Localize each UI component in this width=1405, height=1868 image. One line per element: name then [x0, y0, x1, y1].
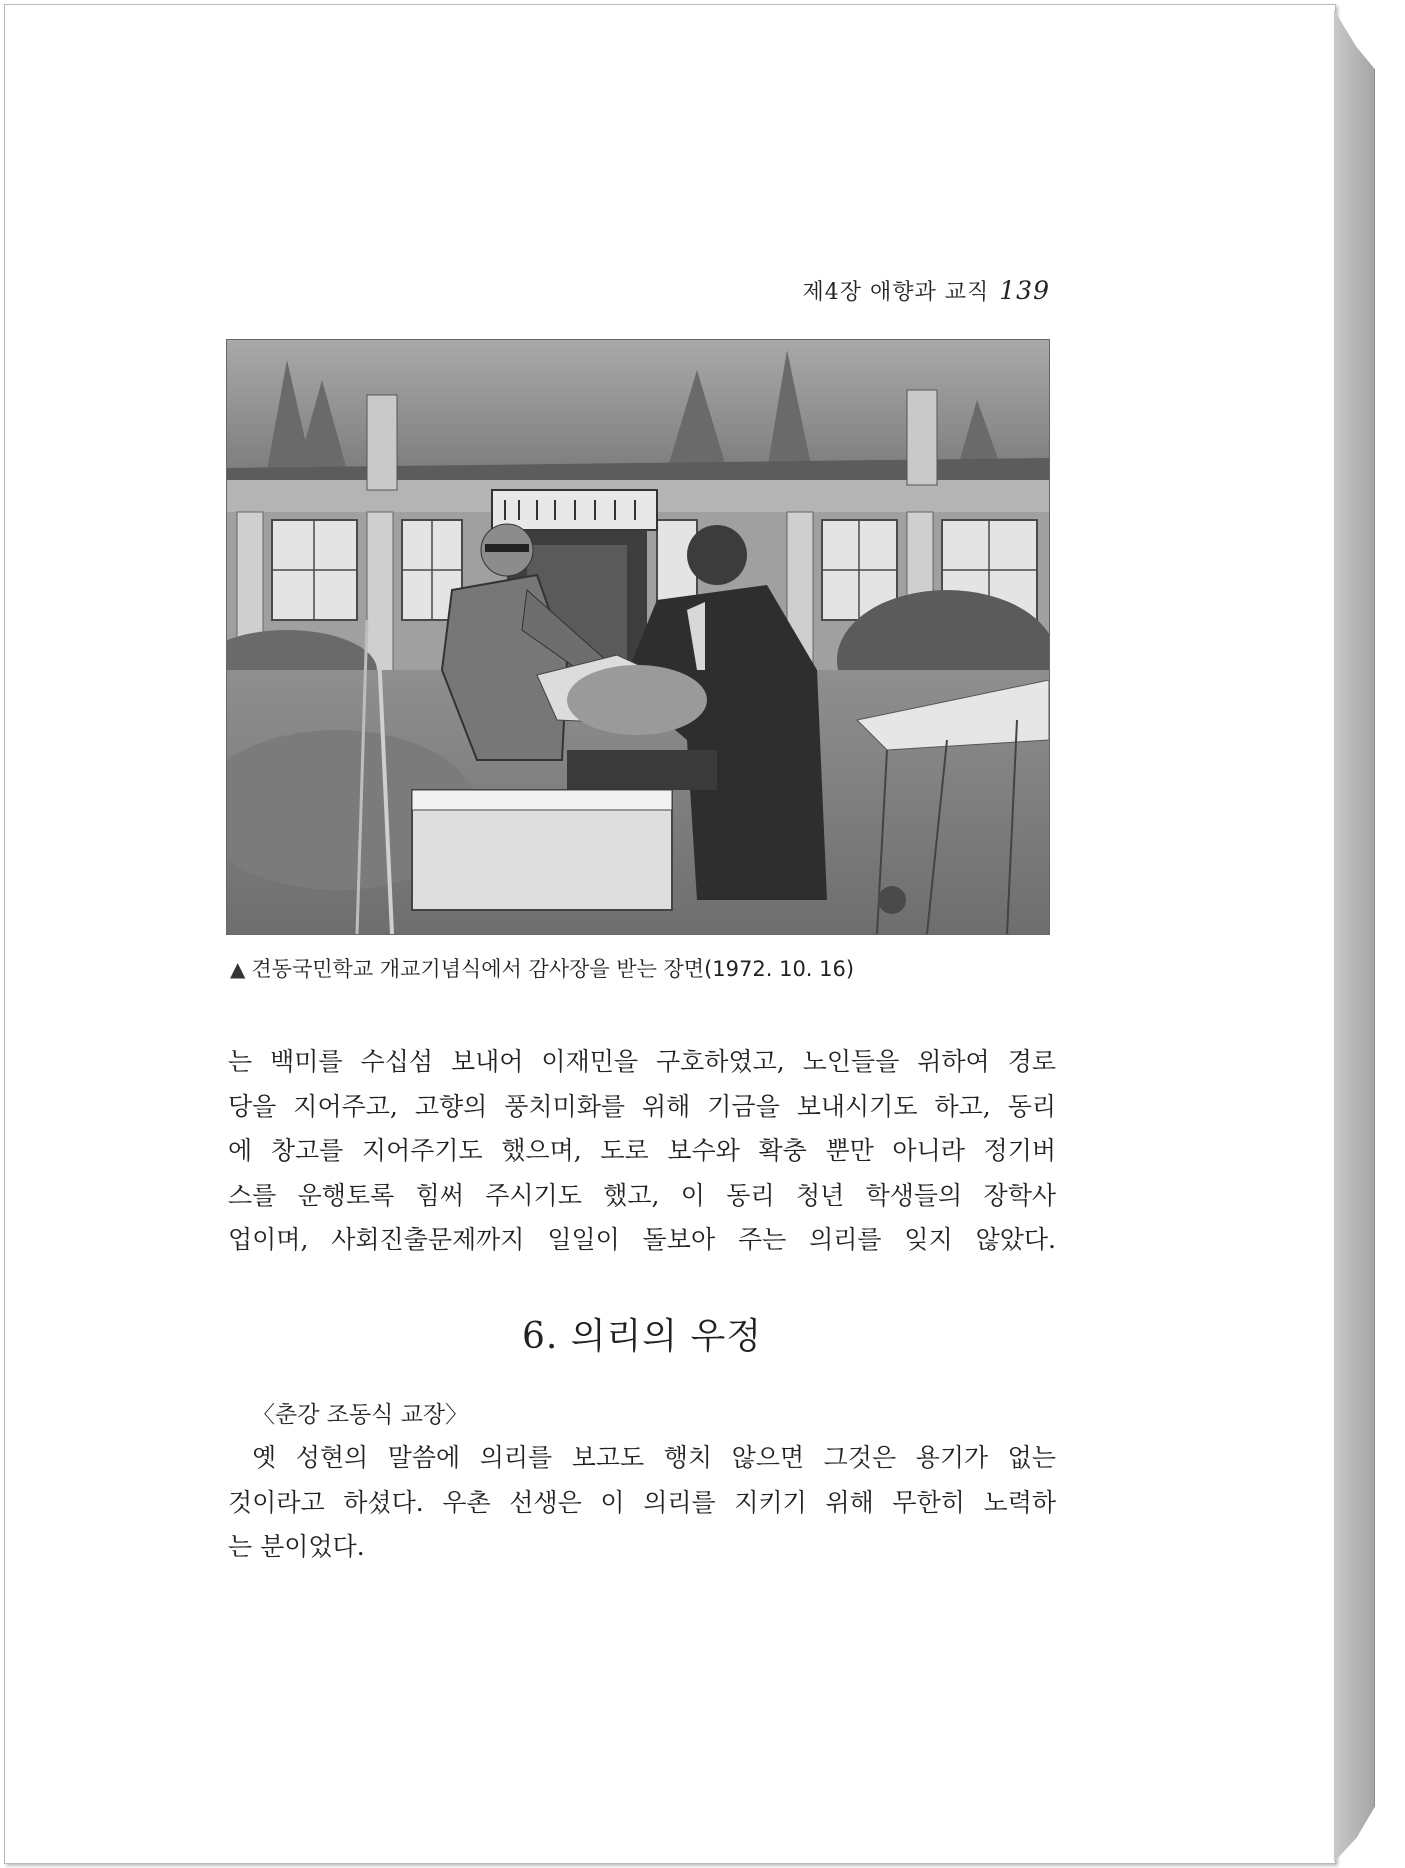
photo-caption — [230, 953, 1050, 983]
paragraph-1 — [228, 1040, 1056, 1263]
page-edge — [1334, 10, 1375, 1862]
page-number: 139 — [999, 276, 1050, 305]
text-line: 옛 성현의 말씀에 의리를 보고도 행치 않으면 그것은 용기가 없는 — [252, 1443, 1056, 1472]
text-line: 스를 운행토록 힘써 주시기도 했고, 이 동리 청년 학생들의 장학사 — [228, 1180, 1056, 1210]
paragraph-2 — [228, 1436, 1056, 1570]
text-line: 는 분이었다. — [228, 1532, 365, 1561]
ceremony-photograph — [226, 339, 1050, 935]
subheading: 〈춘강 조동식 교장〉 — [252, 1402, 469, 1428]
text-line: 것이라고 하셨다. 우촌 선생은 이 의리를 지키기 위해 무한히 노력하 — [228, 1487, 1056, 1517]
text-line: 는 백미를 수십섬 보내어 이재민을 구호하였고, 노인들을 위하여 경로 — [228, 1047, 1056, 1076]
text-line: 에 창고를 지어주기도 했으며, 도로 보수와 확충 뿐만 아니라 정기버 — [228, 1136, 1056, 1165]
running-head — [720, 275, 1050, 306]
chapter-title: 제4장 애향과 교직 — [802, 280, 990, 305]
triangle-icon: ▲ — [230, 957, 246, 981]
text-line: 업이며, 사회진출문제까지 일일이 돌보아 주는 의리를 잊지 않았다. — [228, 1225, 1056, 1254]
section-heading: 6. 의리의 우정 — [521, 1316, 763, 1357]
text-line: 당을 지어주고, 고향의 풍치미화를 위해 기금을 보내시기도 하고, 동리 — [228, 1091, 1056, 1121]
caption-text: 견동국민학교 개교기념식에서 감사장을 받는 장면(1972. 10. 16) — [251, 957, 855, 981]
